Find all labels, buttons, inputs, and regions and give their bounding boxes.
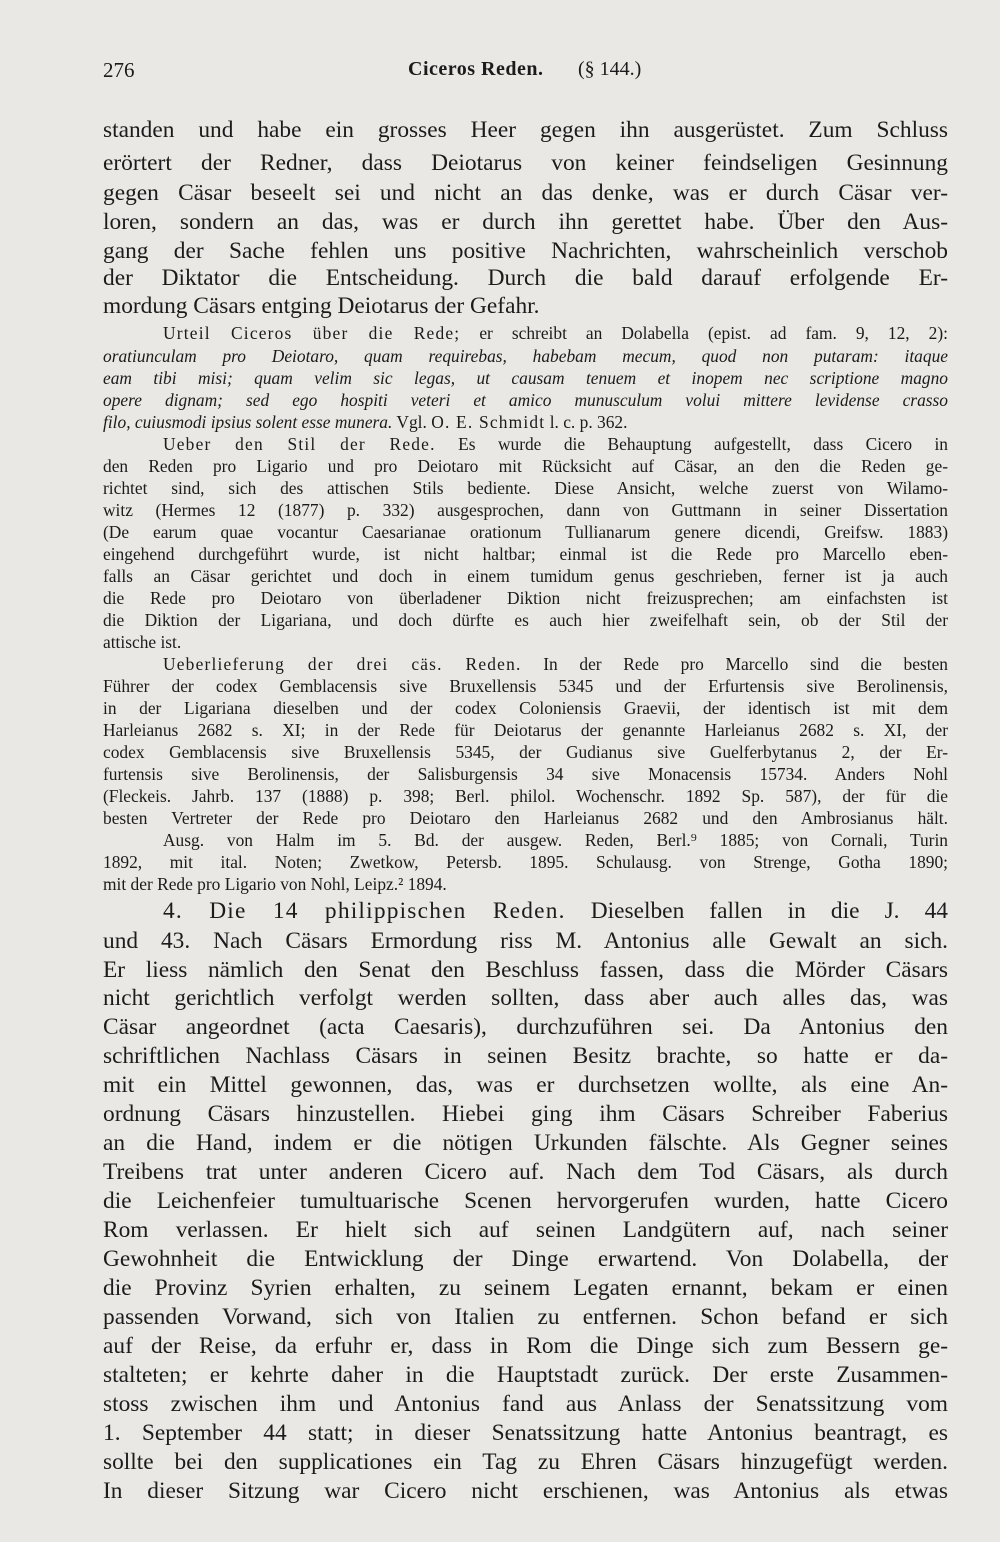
body-line: sollte bei den supplicationes ein Tag zu Ehren Cäsars hinzugefügt werden. bbox=[103, 1449, 948, 1475]
body-line: Treibens trat unter anderen Cicero auf. Nach dem Tod Cäsars, als durch bbox=[103, 1159, 948, 1185]
body-line: die Leichenfeier tumultuarische Scenen hervorgerufen wurden, hatte Cicero bbox=[103, 1188, 948, 1214]
body-line: und 43. Nach Cäsars Ermordung riss M. Antonius alle Gewalt an sich. bbox=[103, 928, 948, 954]
body-line: passenden Vorwand, sich von Italien zu entfernen. Schon befand er sich bbox=[103, 1304, 948, 1330]
note-text: Es wurde die Behauptung aufgestellt, dass Cicero in bbox=[435, 434, 948, 454]
note-line: falls an Cäsar gerichtet und doch in einem tumidum genus geschrieben, ferner ist ja auch bbox=[103, 566, 948, 586]
running-title: Ciceros Reden. bbox=[408, 58, 544, 80]
note-line: besten Vertreter der Rede pro Deiotaro den Harleianus 2682 und den Ambrosianus hält. bbox=[103, 808, 948, 828]
body-line: stoss zwischen ihm und Antonius fand aus Anlass der Senatssitzung vom bbox=[103, 1391, 948, 1417]
note-line: die Rede pro Deiotaro von überladener Diktion nicht freizusprechen; am einfachsten ist bbox=[103, 588, 948, 608]
note-line bbox=[163, 323, 948, 344]
running-header bbox=[103, 58, 945, 90]
latin-quote: opere dignam; sed ego hospiti veteri et amico munusculum volui mittere levidense crasso bbox=[103, 390, 948, 410]
body-line: auf der Reise, da erfuhr er, dass in Rom die Dinge sich zum Bessern ge- bbox=[103, 1333, 948, 1359]
body-line: der Diktator die Entscheidung. Durch die bald darauf erfolgende Er- bbox=[103, 265, 948, 291]
section-reference: (§ 144.) bbox=[578, 58, 642, 80]
note-line bbox=[103, 390, 948, 411]
body-line bbox=[163, 898, 948, 925]
note-line: attische ist. bbox=[103, 632, 182, 652]
note-line: Harleianus 2682 s. XI; in der Rede für Deiotarus der genannte Harleianus 2682 s. XI, der bbox=[103, 720, 948, 740]
note-line: (Fleckeis. Jahrb. 137 (1888) p. 398; Berl. philol. Wochenschr. 1892 Sp. 587), der für die bbox=[103, 786, 948, 806]
body-line: mit ein Mittel gewonnen, das, was er durchsetzen wollte, als eine An- bbox=[103, 1072, 948, 1098]
section-heading: 4. Die 14 philippischen Reden. bbox=[163, 898, 566, 924]
note-line: (De earum quae vocantur Caesarianae orationum Tullianarum genere dicendi, Greifsw. 1883) bbox=[103, 522, 948, 542]
note-line: Ausg. von Halm im 5. Bd. der ausgew. Reden, Berl.⁹ 1885; von Cornali, Turin bbox=[163, 830, 948, 850]
author-name: O. E. Schmidt bbox=[431, 412, 546, 432]
note-line: den Reden pro Ligario und pro Deiotaro mit Rücksicht auf Cäsar, an den die Reden ge- bbox=[103, 456, 948, 476]
body-line: gang der Sache fehlen uns positive Nachrichten, wahrscheinlich verschob bbox=[103, 238, 948, 264]
note-line bbox=[103, 368, 948, 389]
body-line: nicht gerichtlich verfolgt werden sollten, dass aber auch alles das, was bbox=[103, 985, 948, 1011]
note-heading: Urteil Ciceros über die Rede; bbox=[163, 323, 461, 343]
body-line: 1. September 44 statt; in dieser Senatssitzung hatte Antonius beantragt, es bbox=[103, 1420, 948, 1446]
body-line: die Provinz Syrien erhalten, zu seinem Legaten ernannt, bekam er einen bbox=[103, 1275, 948, 1301]
body-text: Dieselben fallen in die J. 44 bbox=[565, 898, 948, 924]
note-line: die Diktion der Ligariana, und doch dürfte es auch hier zweifelhaft sein, ob der Stil der bbox=[103, 610, 948, 630]
latin-quote: filo, cuiusmodi ipsius solent esse munera. bbox=[103, 412, 393, 432]
latin-quote: eam tibi misi; quam velim sic legas, ut causam tenuem et inopem nec scriptione magno bbox=[103, 368, 948, 388]
note-text: er schreibt an Dolabella (epist. ad fam. 9, 12, 2): bbox=[460, 323, 948, 343]
note-line: mit der Rede pro Ligario von Nohl, Leipz.² 1894. bbox=[103, 874, 447, 894]
note-line: furtensis sive Berolinensis, der Salisburgensis 34 sive Monacensis 15734. Anders Nohl bbox=[103, 764, 948, 784]
body-line: loren, sondern an das, was er durch ihn gerettet habe. Über den Aus- bbox=[103, 209, 948, 235]
note-line: 1892, mit ital. Noten; Zwetkow, Petersb. 1895. Schulausg. von Strenge, Gotha 1890; bbox=[103, 852, 948, 872]
body-line: gegen Cäsar beseelt sei und nicht an das denke, was er durch Cäsar ver- bbox=[103, 180, 948, 206]
latin-quote: oratiunculam pro Deiotaro, quam requirebas, habebam mecum, quod non putaram: itaque bbox=[103, 346, 948, 366]
note-text: Vgl. bbox=[392, 412, 432, 432]
body-line: Er liess nämlich den Senat den Beschluss fassen, dass die Mörder Cäsars bbox=[103, 957, 948, 983]
note-line: witz (Hermes 12 (1877) p. 332) ausgesprochen, dann von Guttmann in seiner Dissertation bbox=[103, 500, 948, 520]
note-line: in der Ligariana dieselben und der codex Coloniensis Graevii, der identisch ist mit dem bbox=[103, 698, 948, 718]
note-line bbox=[103, 346, 948, 367]
note-line: codex Gemblacensis sive Bruxellensis 5345, der Gudianus sive Guelferbytanus 2, der Er- bbox=[103, 742, 948, 762]
note-line bbox=[163, 434, 948, 455]
body-line: Rom verlassen. Er hielt sich auf seinen Landgütern auf, nach seiner bbox=[103, 1217, 948, 1243]
body-line: Gewohnheit die Entwicklung der Dinge erwartend. Von Dolabella, der bbox=[103, 1246, 948, 1272]
note-text: In der Rede pro Marcello sind die besten bbox=[521, 654, 948, 674]
body-line: schriftlichen Nachlass Cäsars in seinen Besitz brachte, so hatte er da- bbox=[103, 1043, 948, 1069]
body-line: mordung Cäsars entging Deiotarus der Gefahr. bbox=[103, 293, 540, 319]
body-line: Cäsar angeordnet (acta Caesaris), durchzuführen sei. Da Antonius den bbox=[103, 1014, 948, 1040]
note-line: Führer der codex Gemblacensis sive Bruxellensis 5345 und der Erfurtensis sive Berolinensis, bbox=[103, 676, 948, 696]
note-text: l. c. p. 362. bbox=[545, 412, 628, 432]
body-line: ordnung Cäsars hinzustellen. Hiebei ging ihm Cäsars Schreiber Faberius bbox=[103, 1101, 948, 1127]
body-line: stalteten; er kehrte daher in die Hauptstadt zurück. Der erste Zusammen- bbox=[103, 1362, 948, 1388]
note-line: eingehend durchgeführt wurde, ist nicht haltbar; einmal ist die Rede pro Marcello eben- bbox=[103, 544, 948, 564]
page-number: 276 bbox=[103, 58, 135, 82]
note-line: richtet sind, sich des attischen Stils bediente. Diese Ansicht, welche zuerst von Wilamo- bbox=[103, 478, 948, 498]
note-heading: Ueberlieferung der drei cäs. Reden. bbox=[163, 654, 522, 674]
note-line bbox=[103, 412, 948, 433]
body-line: standen und habe ein grosses Heer gegen ihn ausgerüstet. Zum Schluss bbox=[103, 117, 948, 143]
body-line: In dieser Sitzung war Cicero nicht erschienen, was Antonius als etwas bbox=[103, 1478, 948, 1504]
body-line: erörtert der Redner, dass Deiotarus von keiner feindseligen Gesinnung bbox=[103, 150, 948, 176]
body-line: an die Hand, indem er die nötigen Urkunden fälschte. Als Gegner seines bbox=[103, 1130, 948, 1156]
note-heading: Ueber den Stil der Rede. bbox=[163, 434, 436, 454]
note-line bbox=[163, 654, 948, 675]
